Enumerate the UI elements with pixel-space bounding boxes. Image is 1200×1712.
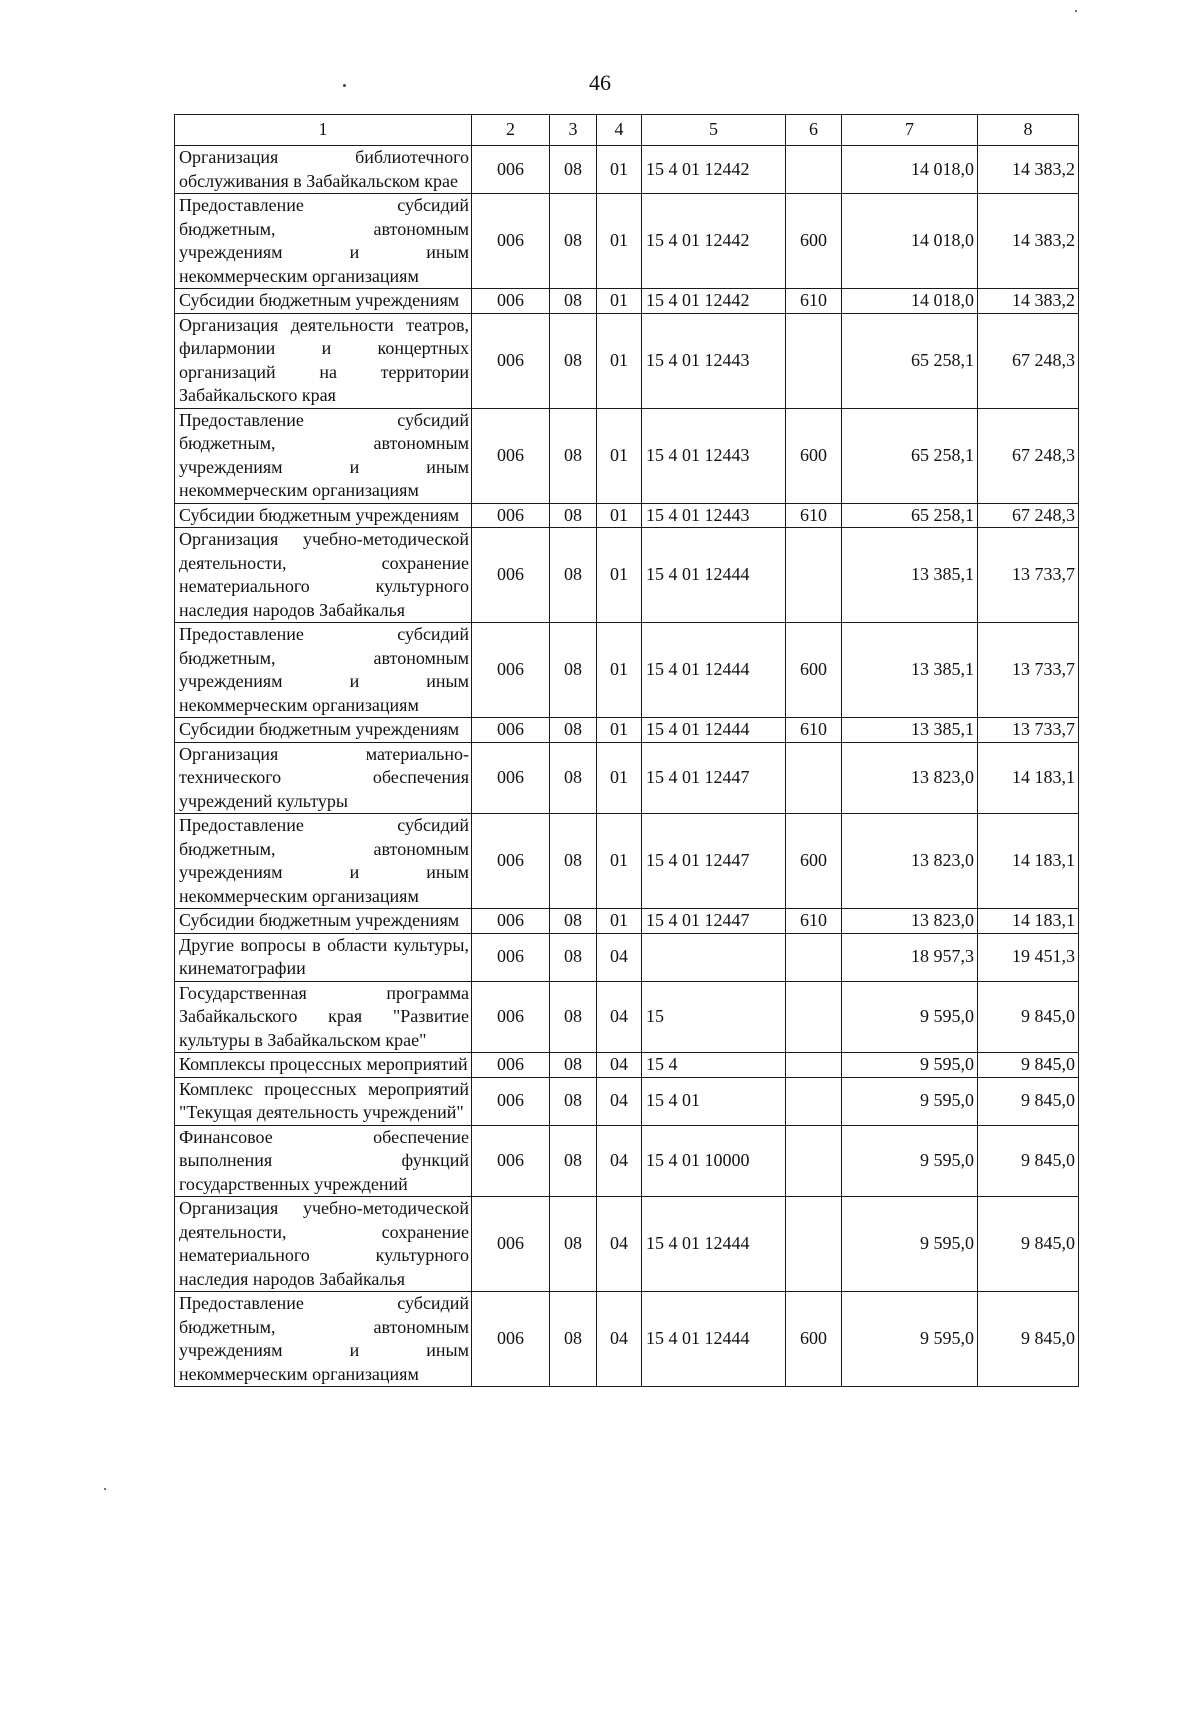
column-header: 8 bbox=[978, 115, 1079, 146]
row-name-cell: Организация деятельности театров, филармонии и концертных организаций на территории Забайкальского края bbox=[175, 313, 472, 408]
section-cell: 08 bbox=[550, 909, 597, 934]
row-name-cell: Субсидии бюджетным учреждениям bbox=[175, 503, 472, 528]
row-name-cell: Организация библиотечного обслуживания в Забайкальском крае bbox=[175, 146, 472, 194]
admin-code-cell: 006 bbox=[472, 742, 550, 814]
row-name-cell: Предоставление субсидий бюджетным, автономным учреждениям и иным некоммерческим организациям bbox=[175, 194, 472, 289]
admin-code-cell: 006 bbox=[472, 981, 550, 1053]
table-row bbox=[175, 313, 1079, 408]
section-cell: 08 bbox=[550, 1292, 597, 1387]
subsection-cell: 04 bbox=[597, 1125, 642, 1197]
target-article-cell: 15 4 01 12443 bbox=[642, 503, 786, 528]
amount-year2-cell: 67 248,3 bbox=[978, 408, 1079, 503]
admin-code-cell: 006 bbox=[472, 1292, 550, 1387]
table-row bbox=[175, 933, 1079, 981]
row-name-cell: Предоставление субсидий бюджетным, автономным учреждениям и иным некоммерческим организациям bbox=[175, 408, 472, 503]
admin-code-cell: 006 bbox=[472, 718, 550, 743]
subsection-cell: 01 bbox=[597, 146, 642, 194]
table-row bbox=[175, 1197, 1079, 1292]
admin-code-cell: 006 bbox=[472, 814, 550, 909]
row-name-cell: Организация материально-технического обеспечения учреждений культуры bbox=[175, 742, 472, 814]
section-cell: 08 bbox=[550, 718, 597, 743]
admin-code-cell: 006 bbox=[472, 146, 550, 194]
subsection-cell: 01 bbox=[597, 742, 642, 814]
scan-speck bbox=[1075, 10, 1077, 12]
amount-year1-cell: 9 595,0 bbox=[842, 1053, 978, 1078]
amount-year2-cell: 9 845,0 bbox=[978, 1292, 1079, 1387]
column-header: 6 bbox=[786, 115, 842, 146]
target-article-cell: 15 4 01 12447 bbox=[642, 909, 786, 934]
table-row bbox=[175, 1292, 1079, 1387]
section-cell: 08 bbox=[550, 313, 597, 408]
column-header: 5 bbox=[642, 115, 786, 146]
table-row bbox=[175, 289, 1079, 314]
row-name-cell: Организация учебно-методической деятельности, сохранение нематериального культурного наследия народов Забайкалья bbox=[175, 528, 472, 623]
expense-type-cell: 600 bbox=[786, 1292, 842, 1387]
subsection-cell: 01 bbox=[597, 408, 642, 503]
target-article-cell: 15 4 01 12444 bbox=[642, 718, 786, 743]
target-article-cell bbox=[642, 933, 786, 981]
amount-year1-cell: 13 823,0 bbox=[842, 742, 978, 814]
row-name-cell: Предоставление субсидий бюджетным, автономным учреждениям и иным некоммерческим организациям bbox=[175, 814, 472, 909]
row-name-cell: Государственная программа Забайкальского края "Развитие культуры в Забайкальском крае" bbox=[175, 981, 472, 1053]
expense-type-cell: 600 bbox=[786, 194, 842, 289]
target-article-cell: 15 4 01 12442 bbox=[642, 289, 786, 314]
amount-year2-cell: 14 383,2 bbox=[978, 146, 1079, 194]
subsection-cell: 01 bbox=[597, 313, 642, 408]
expense-type-cell: 610 bbox=[786, 909, 842, 934]
amount-year2-cell: 19 451,3 bbox=[978, 933, 1079, 981]
amount-year1-cell: 13 823,0 bbox=[842, 909, 978, 934]
section-cell: 08 bbox=[550, 1077, 597, 1125]
expense-type-cell: 610 bbox=[786, 503, 842, 528]
table-row bbox=[175, 814, 1079, 909]
expense-type-cell bbox=[786, 1197, 842, 1292]
subsection-cell: 01 bbox=[597, 528, 642, 623]
scan-speck bbox=[104, 1488, 106, 1490]
amount-year2-cell: 13 733,7 bbox=[978, 528, 1079, 623]
subsection-cell: 01 bbox=[597, 289, 642, 314]
amount-year1-cell: 14 018,0 bbox=[842, 194, 978, 289]
expense-type-cell bbox=[786, 528, 842, 623]
target-article-cell: 15 4 01 10000 bbox=[642, 1125, 786, 1197]
admin-code-cell: 006 bbox=[472, 623, 550, 718]
expense-type-cell bbox=[786, 742, 842, 814]
amount-year1-cell: 9 595,0 bbox=[842, 1197, 978, 1292]
amount-year2-cell: 14 383,2 bbox=[978, 194, 1079, 289]
section-cell: 08 bbox=[550, 742, 597, 814]
subsection-cell: 04 bbox=[597, 1292, 642, 1387]
admin-code-cell: 006 bbox=[472, 408, 550, 503]
section-cell: 08 bbox=[550, 1053, 597, 1078]
amount-year2-cell: 14 183,1 bbox=[978, 814, 1079, 909]
row-name-cell: Субсидии бюджетным учреждениям bbox=[175, 718, 472, 743]
subsection-cell: 01 bbox=[597, 909, 642, 934]
target-article-cell: 15 4 01 12444 bbox=[642, 623, 786, 718]
amount-year1-cell: 13 385,1 bbox=[842, 718, 978, 743]
target-article-cell: 15 4 01 12442 bbox=[642, 146, 786, 194]
subsection-cell: 04 bbox=[597, 1053, 642, 1078]
section-cell: 08 bbox=[550, 408, 597, 503]
subsection-cell: 04 bbox=[597, 981, 642, 1053]
subsection-cell: 04 bbox=[597, 1077, 642, 1125]
section-cell: 08 bbox=[550, 289, 597, 314]
target-article-cell: 15 bbox=[642, 981, 786, 1053]
target-article-cell: 15 4 01 12444 bbox=[642, 528, 786, 623]
section-cell: 08 bbox=[550, 503, 597, 528]
admin-code-cell: 006 bbox=[472, 933, 550, 981]
amount-year1-cell: 9 595,0 bbox=[842, 981, 978, 1053]
amount-year2-cell: 13 733,7 bbox=[978, 623, 1079, 718]
table-row bbox=[175, 623, 1079, 718]
column-header: 7 bbox=[842, 115, 978, 146]
admin-code-cell: 006 bbox=[472, 1197, 550, 1292]
section-cell: 08 bbox=[550, 623, 597, 718]
row-name-cell: Субсидии бюджетным учреждениям bbox=[175, 909, 472, 934]
admin-code-cell: 006 bbox=[472, 1077, 550, 1125]
section-cell: 08 bbox=[550, 1197, 597, 1292]
column-header: 4 bbox=[597, 115, 642, 146]
expense-type-cell bbox=[786, 1125, 842, 1197]
admin-code-cell: 006 bbox=[472, 909, 550, 934]
expense-type-cell: 600 bbox=[786, 623, 842, 718]
table-row bbox=[175, 742, 1079, 814]
section-cell: 08 bbox=[550, 146, 597, 194]
section-cell: 08 bbox=[550, 194, 597, 289]
expense-type-cell: 610 bbox=[786, 718, 842, 743]
subsection-cell: 01 bbox=[597, 814, 642, 909]
column-header: 3 bbox=[550, 115, 597, 146]
row-name-cell: Субсидии бюджетным учреждениям bbox=[175, 289, 472, 314]
target-article-cell: 15 4 01 12443 bbox=[642, 313, 786, 408]
row-name-cell: Предоставление субсидий бюджетным, автономным учреждениям и иным некоммерческим организациям bbox=[175, 623, 472, 718]
row-name-cell: Предоставление субсидий бюджетным, автономным учреждениям и иным некоммерческим организациям bbox=[175, 1292, 472, 1387]
amount-year2-cell: 9 845,0 bbox=[978, 1053, 1079, 1078]
amount-year2-cell: 14 183,1 bbox=[978, 742, 1079, 814]
table-row bbox=[175, 718, 1079, 743]
target-article-cell: 15 4 bbox=[642, 1053, 786, 1078]
table-row bbox=[175, 981, 1079, 1053]
table-row bbox=[175, 528, 1079, 623]
section-cell: 08 bbox=[550, 528, 597, 623]
amount-year1-cell: 13 385,1 bbox=[842, 528, 978, 623]
subsection-cell: 04 bbox=[597, 933, 642, 981]
expense-type-cell bbox=[786, 933, 842, 981]
subsection-cell: 01 bbox=[597, 623, 642, 718]
target-article-cell: 15 4 01 12442 bbox=[642, 194, 786, 289]
row-name-cell: Организация учебно-методической деятельности, сохранение нематериального культурного наследия народов Забайкалья bbox=[175, 1197, 472, 1292]
admin-code-cell: 006 bbox=[472, 528, 550, 623]
amount-year2-cell: 67 248,3 bbox=[978, 503, 1079, 528]
table-row bbox=[175, 146, 1079, 194]
expense-type-cell: 600 bbox=[786, 408, 842, 503]
expense-type-cell bbox=[786, 981, 842, 1053]
row-name-cell: Финансовое обеспечение выполнения функций государственных учреждений bbox=[175, 1125, 472, 1197]
subsection-cell: 01 bbox=[597, 718, 642, 743]
amount-year2-cell: 14 183,1 bbox=[978, 909, 1079, 934]
amount-year1-cell: 13 385,1 bbox=[842, 623, 978, 718]
admin-code-cell: 006 bbox=[472, 1125, 550, 1197]
column-header: 2 bbox=[472, 115, 550, 146]
admin-code-cell: 006 bbox=[472, 313, 550, 408]
amount-year2-cell: 9 845,0 bbox=[978, 1125, 1079, 1197]
amount-year1-cell: 9 595,0 bbox=[842, 1077, 978, 1125]
page-number: 46 bbox=[589, 70, 611, 95]
table-header-row bbox=[175, 115, 1079, 146]
budget-table bbox=[174, 114, 1079, 1387]
target-article-cell: 15 4 01 12447 bbox=[642, 814, 786, 909]
amount-year2-cell: 13 733,7 bbox=[978, 718, 1079, 743]
scan-speck bbox=[343, 84, 346, 87]
section-cell: 08 bbox=[550, 814, 597, 909]
table-row bbox=[175, 1077, 1079, 1125]
amount-year1-cell: 65 258,1 bbox=[842, 408, 978, 503]
amount-year1-cell: 14 018,0 bbox=[842, 289, 978, 314]
expense-type-cell bbox=[786, 313, 842, 408]
row-name-cell: Комплекс процессных мероприятий "Текущая деятельность учреждений" bbox=[175, 1077, 472, 1125]
amount-year1-cell: 65 258,1 bbox=[842, 313, 978, 408]
amount-year2-cell: 9 845,0 bbox=[978, 981, 1079, 1053]
table-row bbox=[175, 503, 1079, 528]
target-article-cell: 15 4 01 12443 bbox=[642, 408, 786, 503]
target-article-cell: 15 4 01 12447 bbox=[642, 742, 786, 814]
admin-code-cell: 006 bbox=[472, 289, 550, 314]
amount-year2-cell: 9 845,0 bbox=[978, 1077, 1079, 1125]
expense-type-cell bbox=[786, 1077, 842, 1125]
amount-year2-cell: 9 845,0 bbox=[978, 1197, 1079, 1292]
amount-year1-cell: 65 258,1 bbox=[842, 503, 978, 528]
amount-year1-cell: 18 957,3 bbox=[842, 933, 978, 981]
target-article-cell: 15 4 01 12444 bbox=[642, 1197, 786, 1292]
section-cell: 08 bbox=[550, 933, 597, 981]
amount-year1-cell: 9 595,0 bbox=[842, 1125, 978, 1197]
amount-year2-cell: 14 383,2 bbox=[978, 289, 1079, 314]
amount-year1-cell: 9 595,0 bbox=[842, 1292, 978, 1387]
subsection-cell: 01 bbox=[597, 194, 642, 289]
amount-year1-cell: 13 823,0 bbox=[842, 814, 978, 909]
admin-code-cell: 006 bbox=[472, 503, 550, 528]
subsection-cell: 01 bbox=[597, 503, 642, 528]
table-row bbox=[175, 194, 1079, 289]
section-cell: 08 bbox=[550, 1125, 597, 1197]
admin-code-cell: 006 bbox=[472, 1053, 550, 1078]
expense-type-cell bbox=[786, 146, 842, 194]
target-article-cell: 15 4 01 12444 bbox=[642, 1292, 786, 1387]
subsection-cell: 04 bbox=[597, 1197, 642, 1292]
amount-year2-cell: 67 248,3 bbox=[978, 313, 1079, 408]
row-name-cell: Другие вопросы в области культуры, кинематографии bbox=[175, 933, 472, 981]
target-article-cell: 15 4 01 bbox=[642, 1077, 786, 1125]
table-row bbox=[175, 909, 1079, 934]
table-row bbox=[175, 408, 1079, 503]
expense-type-cell: 600 bbox=[786, 814, 842, 909]
table-row bbox=[175, 1125, 1079, 1197]
admin-code-cell: 006 bbox=[472, 194, 550, 289]
amount-year1-cell: 14 018,0 bbox=[842, 146, 978, 194]
section-cell: 08 bbox=[550, 981, 597, 1053]
table-row bbox=[175, 1053, 1079, 1078]
column-header: 1 bbox=[175, 115, 472, 146]
expense-type-cell bbox=[786, 1053, 842, 1078]
row-name-cell: Комплексы процессных мероприятий bbox=[175, 1053, 472, 1078]
expense-type-cell: 610 bbox=[786, 289, 842, 314]
